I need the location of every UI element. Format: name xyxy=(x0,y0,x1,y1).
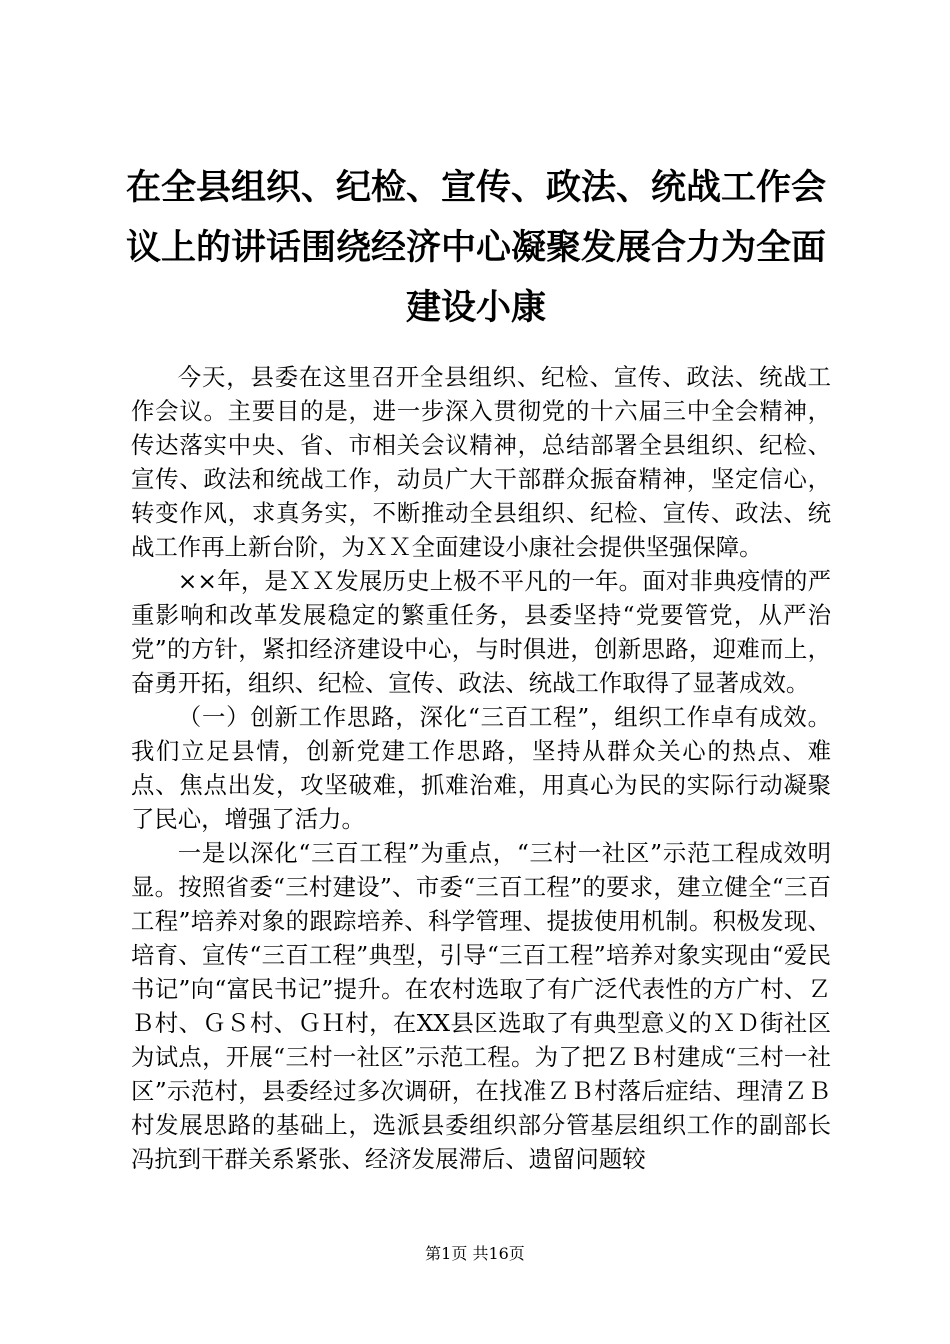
page-number-footer: 第1页 共16页 xyxy=(425,1244,525,1263)
document-title: 在全县组织、纪检、宣传、政法、统战工作会议上的讲话围绕经济中心凝聚发展合力为全面建设小康 xyxy=(125,167,826,328)
document-body xyxy=(131,360,831,1176)
paragraph: ××年，是ＸＸ发展历史上极不平凡的一年。面对非典疫情的严重影响和改革发展稳定的繁重任务，县委坚持“党要管党，从严治党”的方针，紧扣经济建设中心，与时俱进，创新思路，迎难而上，奋勇开拓，组织、纪检、宣传、政法、统战工作取得了显著成效。 xyxy=(131,567,831,697)
paragraph: 今天，县委在这里召开全县组织、纪检、宣传、政法、统战工作会议。主要目的是，进一步深入贯彻党的十六届三中全会精神，传达落实中央、省、市相关会议精神，总结部署全县组织、纪检、宣传、政法和统战工作，动员广大干部群众振奋精神，坚定信心，转变作风，求真务实，不断推动全县组织、纪检、宣传、政法、统战工作再上新台阶，为ＸＸ全面建设小康社会提供坚强保障。 xyxy=(131,363,831,561)
paragraph: 一是以深化“三百工程”为重点，“三村一社区”示范工程成效明显。按照省委“三村建设”、市委“三百工程”的要求，建立健全“三百工程”培养对象的跟踪培养、科学管理、提拔使用机制。积极发现、培育、宣传“三百工程”典型，引导“三百工程”培养对象实现由“爱民书记”向“富民书记”提升。在农村选取了有广泛代表性的方广村、ＺＢ村、ＧＳ村、ＧＨ村，在XX县区选取了有典型意义的ＸＤ街社区为试点，开展“三村一社区”示范工程。为了把ＺＢ村建成“三村一社区”示范村，县委经过多次调研，在找准ＺＢ村落后症结、理清ＺＢ村发展思路的基础上，选派县委组织部分管基层组织工作的副部长冯抗到干群关系紧张、经济发展滞后、遗留问题较 xyxy=(131,839,831,1173)
paragraph: （一）创新工作思路，深化“三百工程”，组织工作卓有成效。我们立足县情，创新党建工作思路，坚持从群众关心的热点、难点、焦点出发，攻坚破难，抓难治难，用真心为民的实际行动凝聚了民心，增强了活力。 xyxy=(131,703,831,833)
